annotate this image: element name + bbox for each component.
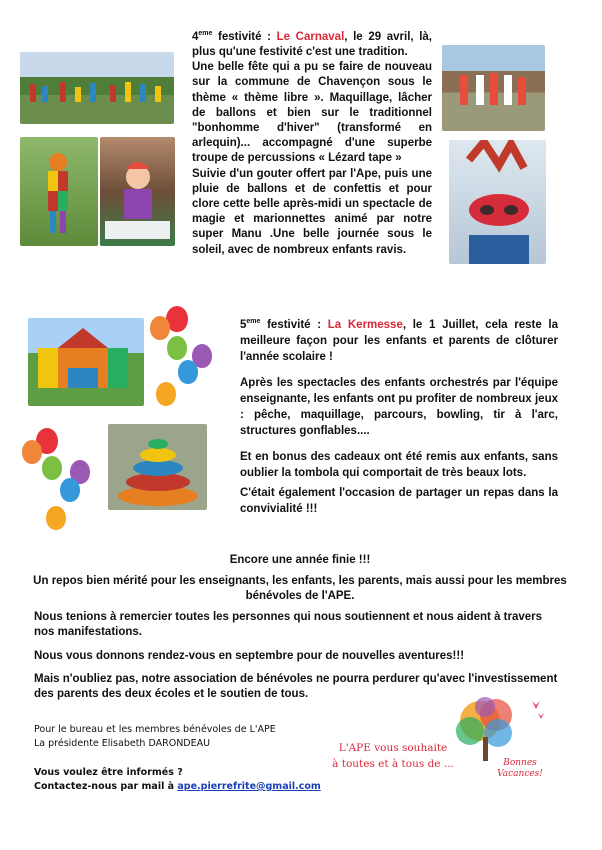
wishes-line-1: L'APE vous souhaite <box>338 742 448 754</box>
contact-email-link[interactable]: ape.pierrefrite@gmail.com <box>177 781 321 792</box>
kermesse-gifts: Et en bonus des cadeaux ont été remis aux enfants, sans oublier la tombola qui comportait de très beaux lots. <box>240 450 558 479</box>
balloon-yellow-1 <box>156 382 176 406</box>
kermesse-games: Après les spectacles des enfants orchestrés par l'équipe enseignante, les enfants ont pu profiter de nombreux jeux : pêche, maquillage, parcours, bowling, tir à l'arc, structures gonflables.... <box>240 376 558 437</box>
carnival-mask <box>449 140 546 264</box>
bouncy-castle-photo <box>28 318 144 406</box>
kermesse-intro-tail: , le 1 Juillet, cela reste la meilleure façon pour les enfants et parents de clôturer l'année scolaire ! <box>240 318 558 363</box>
signature-block <box>34 723 294 751</box>
closing-line-2: Un repos bien mérité pour les enseignants, les enfants, les parents, mais aussi pour les membres bénévoles de l'APE. <box>33 575 567 603</box>
wishes-line-2: à toutes et à tous de ... <box>332 758 454 770</box>
vacation-badge <box>494 758 546 780</box>
kermesse-intro <box>240 314 558 365</box>
balloon-blue-2 <box>60 478 80 502</box>
arlequin-photo <box>20 137 98 246</box>
arlequin-figure <box>20 137 98 246</box>
contact-question: Vous voulez être informés ? <box>34 767 183 778</box>
wishes-text <box>318 740 468 772</box>
parade-figures <box>442 45 545 131</box>
balloon-blue-1 <box>178 360 198 384</box>
balloon-orange-2 <box>22 440 42 464</box>
kermesse-meal: C'était également l'occasion de partager un repas dans la convivialité !!! <box>240 486 558 515</box>
balloon-orange-1 <box>150 316 170 340</box>
mask-photo <box>449 140 546 264</box>
kermesse-label: festivité : <box>260 318 322 331</box>
signature-line-2: La présidente Elisabeth DARONDEAU <box>34 738 211 749</box>
carnaval-ordinal: 4 <box>192 30 199 43</box>
carnaval-body: Une belle fête qui a pu se faire de nouveau sur la commune de Chavençon sous le thème « thème libre ». Maquillage, lâcher de ballons et bien sur le traditionnel "bonhomme d'hiver" (transformé en arlequin)... accompagné d'une superbe troupe de percussions « Lézard tape » <box>192 61 432 165</box>
balloon-green-1 <box>167 336 187 360</box>
balloon-green-2 <box>42 456 62 480</box>
carnaval-crowd-photo <box>20 52 174 124</box>
balloon-yellow-2 <box>46 506 66 530</box>
parade-photo <box>442 45 545 131</box>
crowd-figures <box>20 52 174 124</box>
closing-line-5: Mais n'oubliez pas, notre association de bénévoles ne pourra perdurer qu'avec l'investissement des parents des deux écoles et le soutien de tous. <box>34 673 558 701</box>
closing-line-1: Encore une année finie !!! <box>229 554 371 566</box>
carnaval-ordinal-sup: eme <box>198 30 213 37</box>
contact-prefix: Contactez-nous par mail à <box>34 781 178 792</box>
carnaval-intro <box>192 26 432 60</box>
inflatable-tower <box>108 424 207 510</box>
face-painting-figure <box>100 137 175 246</box>
inflatable-tower-photo <box>108 424 207 510</box>
kermesse-ordinal-sup: eme <box>246 318 261 325</box>
vacation-badge-line-1: Bonnes <box>503 758 537 768</box>
carnaval-title: Le Carnaval <box>276 30 345 43</box>
carnaval-label: festivité : <box>212 30 271 43</box>
carnaval-body-2: Suivie d'un gouter offert par l'Ape, puis une pluie de ballons et de confettis et pour clore cette belle après-midi un spectacle de magie et marionnettes animé par notre super Manu .Une belle journée sous le soleil, avec de nombreux enfants ravis. <box>192 167 432 256</box>
kermesse-block <box>240 314 558 517</box>
signature-line-1: Pour le bureau et les membres bénévoles de L'APE <box>34 724 276 735</box>
carnaval-intro-tail: , le 29 avril, là, plus qu'une festivité c'est une tradition. <box>192 30 433 59</box>
kermesse-title: La Kermesse <box>327 318 403 331</box>
bouncy-castle <box>28 318 144 406</box>
carnaval-block <box>192 26 432 258</box>
face-painting-photo <box>100 137 175 246</box>
vacation-badge-line-2: Vacances! <box>497 769 543 779</box>
contact-line <box>34 780 334 794</box>
kermesse-ordinal: 5 <box>240 318 247 331</box>
closing-line-3: Nous tenions à remercier toutes les personnes qui nous soutiennent et nous aident à travers nos manifestations. <box>34 611 543 639</box>
contact-block <box>34 766 334 794</box>
closing-line-4: Nous vous donnons rendez-vous en septembre pour de nouvelles aventures!!! <box>34 650 465 662</box>
